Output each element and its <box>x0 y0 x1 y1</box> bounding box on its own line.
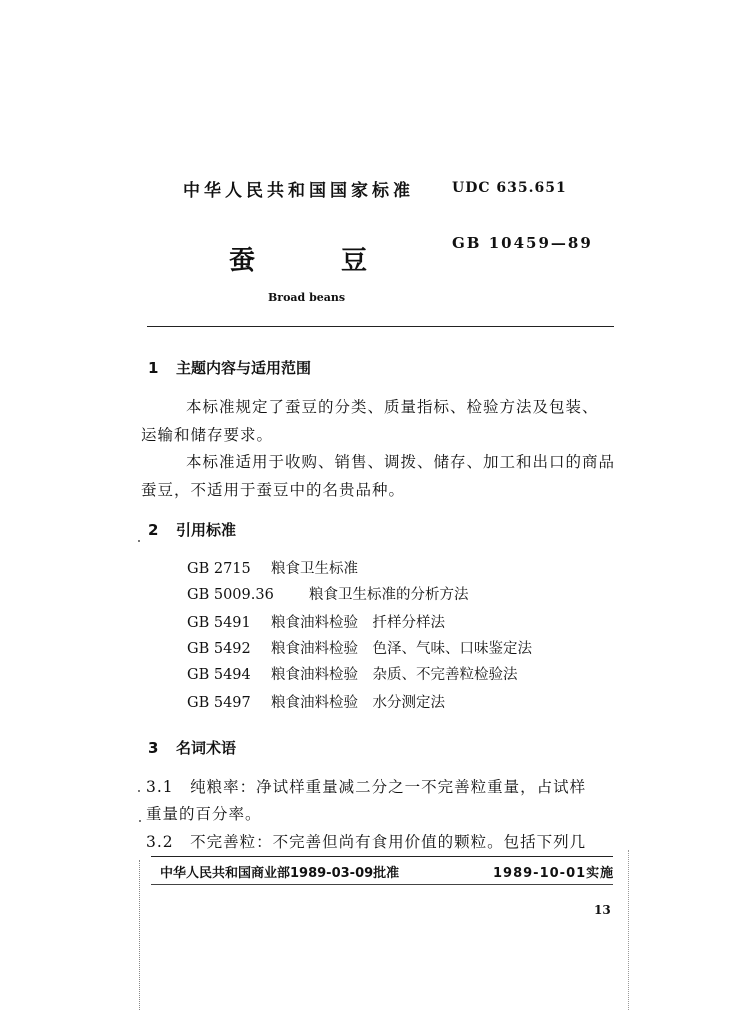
scan-speck <box>138 790 140 792</box>
reference-title: 粮食油料检验 水分测定法 <box>271 695 445 711</box>
term-3-1-line-2: 重量的百分率。 <box>146 805 262 823</box>
section-number: 1 <box>148 359 159 377</box>
reference-title: 粮食卫生标准 <box>271 561 358 577</box>
term-3-2-line-1: 3.2 不完善粒：不完善但尚有食用价值的颗粒。包括下列几 <box>146 833 587 851</box>
reference-title: 粮食油料检验 扦样分样法 <box>271 615 445 631</box>
approval-note: 中华人民共和国商业部1989-03-09批准 <box>160 866 400 881</box>
section-1-heading <box>148 357 311 378</box>
section-1-para-1-line-1: 本标准规定了蚕豆的分类、质量指标、检验方法及包装、 <box>186 398 599 416</box>
scan-margin-left <box>139 860 140 1010</box>
reference-item <box>187 663 518 684</box>
standard-type-heading: 中华人民共和国国家标准 <box>183 181 414 201</box>
section-1-para-2-line-2: 蚕豆，不适用于蚕豆中的名贵品种。 <box>141 481 406 499</box>
section-1-para-2-line-1: 本标准适用于收购、销售、调拨、储存、加工和出口的商品 <box>186 453 616 471</box>
term-3-1-line-1: 3.1 纯粮率：净试样重量减二分之一不完善粒重量，占试样 <box>146 778 587 796</box>
scan-margin-right <box>628 850 629 1010</box>
section-1-para-1-line-2: 运输和储存要求。 <box>141 426 274 444</box>
reference-code: GB 5497 <box>187 695 251 711</box>
footer-divider-bottom <box>151 884 613 885</box>
reference-title: 粮食油料检验 杂质、不完善粒检验法 <box>271 667 518 683</box>
title-char-1: 蚕 <box>229 246 256 276</box>
reference-code: GB 5494 <box>187 667 251 683</box>
document-title <box>229 240 367 277</box>
section-2-heading <box>148 519 236 540</box>
reference-item <box>187 583 469 604</box>
section-number: 2 <box>148 521 159 539</box>
reference-title: 粮食卫生标准的分析方法 <box>309 587 469 603</box>
section-number: 3 <box>148 739 159 757</box>
reference-item <box>187 637 532 658</box>
scan-speck <box>138 540 140 542</box>
section-title: 引用标准 <box>176 521 237 539</box>
page-number: 13 <box>594 903 611 917</box>
scan-speck <box>139 820 141 822</box>
reference-code: GB 5009.36 <box>187 587 274 603</box>
section-title: 名词术语 <box>176 739 237 757</box>
reference-item <box>187 557 358 578</box>
header-divider <box>147 326 614 327</box>
reference-item <box>187 611 445 632</box>
title-english: Broad beans <box>268 291 346 304</box>
section-title: 主题内容与适用范围 <box>176 359 312 377</box>
effective-date: 1989-10-01实施 <box>493 866 615 881</box>
reference-title: 粮食油料检验 色泽、气味、口味鉴定法 <box>271 641 532 657</box>
reference-code: GB 5492 <box>187 641 251 657</box>
reference-item <box>187 691 445 712</box>
footer-divider <box>151 856 613 857</box>
title-char-2: 豆 <box>341 246 368 276</box>
udc-code: UDC 635.651 <box>452 180 567 196</box>
gb-number: GB 10459—89 <box>452 234 593 252</box>
reference-code: GB 2715 <box>187 561 251 577</box>
reference-code: GB 5491 <box>187 615 251 631</box>
section-3-heading <box>148 737 236 758</box>
